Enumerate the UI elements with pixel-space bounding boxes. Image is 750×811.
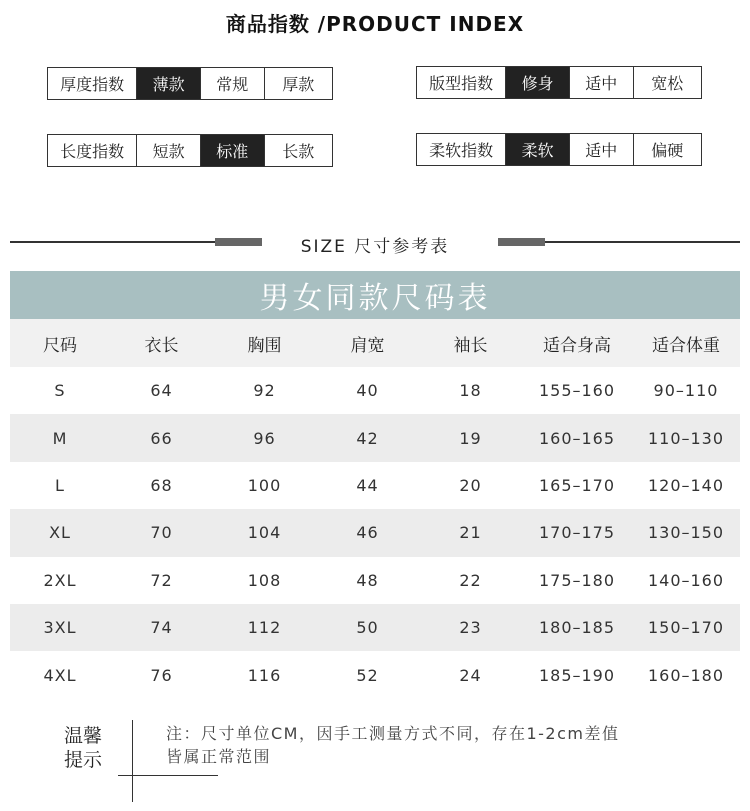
cell-size: 3XL bbox=[10, 604, 110, 651]
cell-weight: 150–170 bbox=[632, 604, 740, 651]
table-row bbox=[10, 651, 740, 698]
cell-weight: 90–110 bbox=[632, 367, 740, 414]
size-section-header bbox=[0, 232, 750, 257]
cell-weight: 120–140 bbox=[632, 462, 740, 509]
cell-weight: 160–180 bbox=[632, 651, 740, 698]
cell-sleeve: 22 bbox=[419, 557, 522, 604]
cell-chest: 100 bbox=[213, 462, 316, 509]
fit-option-medium: 适中 bbox=[569, 67, 633, 98]
size-table-header-row bbox=[10, 319, 740, 367]
length-option-long: 长款 bbox=[264, 135, 333, 166]
cell-sleeve: 20 bbox=[419, 462, 522, 509]
cell-shoulder: 50 bbox=[316, 604, 419, 651]
note-divider-horizontal bbox=[118, 775, 218, 776]
cell-shoulder: 42 bbox=[316, 414, 419, 461]
thickness-option-thick: 厚款 bbox=[264, 68, 333, 99]
note-heading bbox=[64, 724, 114, 772]
header-weight: 适合体重 bbox=[632, 319, 740, 367]
length-option-standard: 标准 bbox=[200, 135, 264, 166]
cell-size: S bbox=[10, 367, 110, 414]
table-row bbox=[10, 414, 740, 461]
softness-index bbox=[416, 133, 702, 166]
length-option-short: 短款 bbox=[136, 135, 200, 166]
fit-option-loose: 宽松 bbox=[633, 67, 702, 98]
cell-sleeve: 23 bbox=[419, 604, 522, 651]
size-table-banner: 男女同款尺码表 bbox=[10, 271, 740, 319]
cell-chest: 92 bbox=[213, 367, 316, 414]
cell-chest: 96 bbox=[213, 414, 316, 461]
cell-size: 4XL bbox=[10, 651, 110, 698]
header-length: 衣长 bbox=[110, 319, 213, 367]
softness-option-soft: 柔软 bbox=[505, 134, 569, 165]
note-divider-vertical bbox=[132, 720, 133, 802]
cell-height: 170–175 bbox=[522, 509, 632, 556]
cell-shoulder: 48 bbox=[316, 557, 419, 604]
cell-weight: 140–160 bbox=[632, 557, 740, 604]
table-row bbox=[10, 557, 740, 604]
length-index-label: 长度指数 bbox=[60, 142, 125, 161]
softness-index-label: 柔软指数 bbox=[429, 141, 494, 160]
header-sleeve: 袖长 bbox=[419, 319, 522, 367]
cell-height: 185–190 bbox=[522, 651, 632, 698]
cell-length: 72 bbox=[110, 557, 213, 604]
cell-size: M bbox=[10, 414, 110, 461]
header-height: 适合身高 bbox=[522, 319, 632, 367]
note-heading-line1: 温馨 bbox=[64, 725, 103, 747]
table-row bbox=[10, 604, 740, 651]
cell-length: 68 bbox=[110, 462, 213, 509]
table-row bbox=[10, 367, 740, 414]
cell-chest: 116 bbox=[213, 651, 316, 698]
size-section-title: SIZE 尺寸参考表 bbox=[300, 237, 450, 257]
fit-index-label: 版型指数 bbox=[429, 74, 494, 93]
note-heading-line2: 提示 bbox=[64, 749, 103, 771]
softness-option-hard: 偏硬 bbox=[633, 134, 702, 165]
length-index bbox=[47, 134, 333, 167]
softness-option-medium: 适中 bbox=[569, 134, 633, 165]
size-table bbox=[10, 319, 740, 699]
cell-shoulder: 44 bbox=[316, 462, 419, 509]
page-title: 商品指数 /PRODUCT INDEX bbox=[225, 12, 525, 36]
cell-weight: 130–150 bbox=[632, 509, 740, 556]
fit-index bbox=[416, 66, 702, 99]
note-text bbox=[166, 722, 736, 768]
cell-shoulder: 46 bbox=[316, 509, 419, 556]
cell-length: 74 bbox=[110, 604, 213, 651]
cell-sleeve: 24 bbox=[419, 651, 522, 698]
cell-height: 180–185 bbox=[522, 604, 632, 651]
cell-sleeve: 18 bbox=[419, 367, 522, 414]
fit-option-slim: 修身 bbox=[505, 67, 569, 98]
cell-shoulder: 52 bbox=[316, 651, 419, 698]
cell-chest: 108 bbox=[213, 557, 316, 604]
cell-height: 160–165 bbox=[522, 414, 632, 461]
note-line1: 注：尺寸单位CM，因手工测量方式不同，存在1-2cm差值 bbox=[166, 724, 620, 743]
cell-length: 66 bbox=[110, 414, 213, 461]
cell-chest: 104 bbox=[213, 509, 316, 556]
cell-height: 155–160 bbox=[522, 367, 632, 414]
cell-chest: 112 bbox=[213, 604, 316, 651]
cell-length: 64 bbox=[110, 367, 213, 414]
cell-size: 2XL bbox=[10, 557, 110, 604]
cell-shoulder: 40 bbox=[316, 367, 419, 414]
table-row bbox=[10, 509, 740, 556]
cell-size: XL bbox=[10, 509, 110, 556]
cell-length: 70 bbox=[110, 509, 213, 556]
cell-sleeve: 21 bbox=[419, 509, 522, 556]
cell-height: 165–170 bbox=[522, 462, 632, 509]
thickness-index-label: 厚度指数 bbox=[60, 75, 125, 94]
cell-weight: 110–130 bbox=[632, 414, 740, 461]
note-line2: 皆属正常范围 bbox=[166, 747, 272, 766]
header-shoulder: 肩宽 bbox=[316, 319, 419, 367]
cell-sleeve: 19 bbox=[419, 414, 522, 461]
cell-height: 175–180 bbox=[522, 557, 632, 604]
thickness-index bbox=[47, 67, 333, 100]
cell-size: L bbox=[10, 462, 110, 509]
header-size: 尺码 bbox=[10, 319, 110, 367]
thickness-option-regular: 常规 bbox=[200, 68, 264, 99]
header-chest: 胸围 bbox=[213, 319, 316, 367]
thickness-option-thin: 薄款 bbox=[136, 68, 200, 99]
table-row bbox=[10, 462, 740, 509]
cell-length: 76 bbox=[110, 651, 213, 698]
